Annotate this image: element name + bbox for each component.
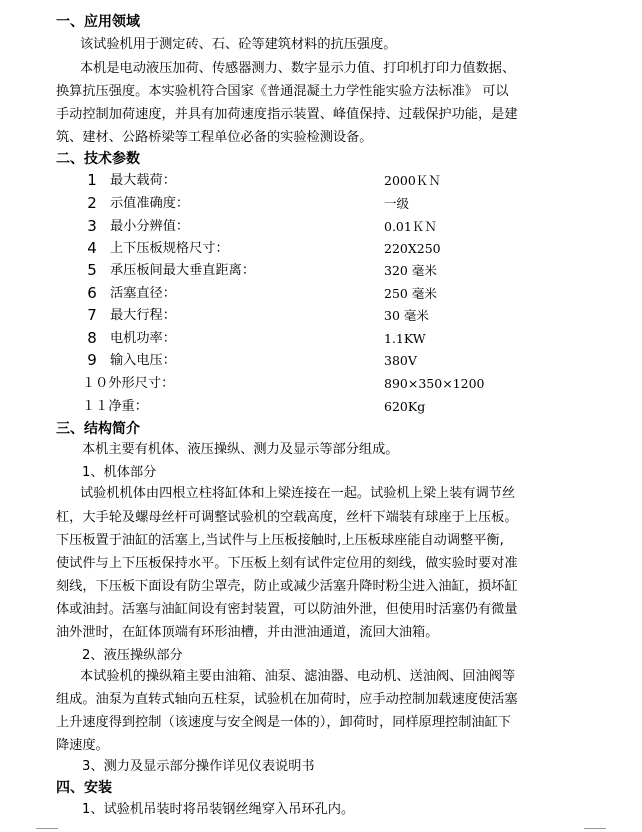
- spec-label: １０外形尺寸：: [82, 376, 175, 391]
- paragraph-line: 上升速度得到控制（该速度与安全阀是一体的），卸荷时，同样原理控制油缸下: [56, 715, 511, 730]
- paragraph-line: 刻线，下压板下面设有防尘罩壳，防止或减少活塞升降时粉尘进入油缸，损坏缸: [56, 579, 518, 594]
- paragraph-line: 该试验机用于测定砖、石、砼等建筑材料的抗压强度。: [80, 37, 397, 52]
- installation-item: 1、试验机吊装时将吊装钢丝绳穿入吊环孔内。: [82, 802, 355, 817]
- page-corner-mark: [584, 828, 606, 829]
- paragraph-line: 油外泄时，在缸体顶端有环形油槽，并由泄油通道，流回大油箱。: [56, 625, 439, 640]
- spec-number: 4: [87, 239, 97, 257]
- spec-value: 250 毫米: [384, 286, 437, 301]
- spec-value: 890×350×1200: [384, 376, 485, 391]
- spec-label: 上下压板规格尺寸：: [110, 241, 229, 256]
- structure-intro: 本机主要有机体、液压操纵、测力及显示等部分组成。: [82, 442, 399, 457]
- spec-row: [80, 349, 580, 372]
- spec-value: 380V: [384, 353, 417, 368]
- spec-value: 一级: [384, 196, 410, 211]
- spec-number: 3: [87, 217, 97, 235]
- spec-number: 1: [87, 171, 97, 189]
- spec-value: 30 毫米: [384, 308, 429, 323]
- paragraph-line: 使试件与上下压板保持水平。下压板上刻有试件定位用的刻线，做实验时要对准: [56, 556, 518, 571]
- spec-label: １１净重：: [82, 399, 148, 414]
- paragraph-line: 换算抗压强度。本实验机符合国家《普通混凝土力学性能实验方法标准》 可以: [56, 84, 509, 99]
- spec-label: 承压板间最大垂直距离：: [110, 263, 256, 278]
- spec-number: 5: [87, 261, 97, 279]
- spec-row: [80, 169, 580, 192]
- paragraph-line: 筑、建材、公路桥梁等工程单位必备的实验检测设备。: [56, 130, 373, 145]
- spec-label: 电机功率：: [110, 331, 176, 346]
- spec-label: 输入电压：: [110, 353, 176, 368]
- spec-row: [80, 237, 580, 260]
- subheading-hydraulic: 2、液压操纵部分: [82, 648, 183, 663]
- spec-number: 2: [87, 194, 97, 212]
- spec-row: [80, 304, 580, 327]
- spec-row: [80, 192, 580, 215]
- paragraph-line: 本试验机的操纵箱主要由油箱、油泵、滤油器、电动机、送油阀、回油阀等: [80, 669, 516, 684]
- section-heading-specs: 二、技术参数: [56, 151, 140, 167]
- paragraph-line: 降速度。: [56, 738, 109, 753]
- spec-number: 9: [87, 351, 97, 369]
- section-heading-application: 一、应用领域: [56, 14, 140, 30]
- subheading-measurement: 3、测力及显示部分操作详见仪表说明书: [82, 759, 315, 774]
- spec-label: 最大行程：: [110, 308, 176, 323]
- spec-label: 示值准确度：: [110, 196, 190, 211]
- paragraph-line: 手动控制加荷速度，并具有加荷速度指示装置、峰值保持、过载保护功能，是建: [56, 107, 518, 122]
- spec-row: [80, 372, 580, 395]
- spec-row: [80, 259, 580, 282]
- paragraph-line: 本机是电动液压加荷、传感器测力、数字显示力值、打印机打印力值数据、: [80, 61, 516, 76]
- spec-value: 620Kg: [384, 399, 426, 414]
- spec-value: 0.01ＫＮ: [384, 219, 437, 234]
- page-corner-mark: [36, 828, 58, 829]
- spec-number: 7: [87, 306, 97, 324]
- paragraph-line: 组成。油泵为直转式轴向五柱泵，试验机在加荷时，应手动控制加载速度使活塞: [56, 692, 518, 707]
- spec-value: 2000ＫＮ: [384, 173, 441, 188]
- spec-label: 最大载荷：: [110, 173, 176, 188]
- spec-value: 320 毫米: [384, 263, 437, 278]
- paragraph-line: 杠，大手轮及螺母丝杆可调整试验机的空载高度，丝杆下端装有球座于上压板。: [56, 510, 518, 525]
- spec-number: 6: [87, 284, 97, 302]
- paragraph-line: 下压板置于油缸的活塞上,当试件与上压板接触时,上压板球座能自动调整平衡,: [56, 533, 504, 548]
- spec-value: 220X250: [384, 241, 441, 256]
- spec-row: [80, 215, 580, 238]
- subheading-body: 1、机体部分: [82, 465, 157, 480]
- spec-row: [80, 282, 580, 305]
- spec-value: 1.1KW: [384, 331, 426, 346]
- spec-number: 8: [87, 329, 97, 347]
- paragraph-line: 体或油封。活塞与油缸间设有密封装置，可以防油外泄，但使用时活塞仍有微量: [56, 602, 518, 617]
- section-heading-structure: 三、结构简介: [56, 421, 140, 437]
- spec-label: 最小分辨值：: [110, 219, 190, 234]
- spec-row: [80, 327, 580, 350]
- paragraph-line: 试验机机体由四根立柱将缸体和上梁连接在一起。试验机上梁上装有调节丝: [80, 486, 516, 501]
- spec-row: [80, 395, 580, 418]
- spec-label: 活塞直径：: [110, 286, 176, 301]
- section-heading-installation: 四、安装: [56, 780, 112, 796]
